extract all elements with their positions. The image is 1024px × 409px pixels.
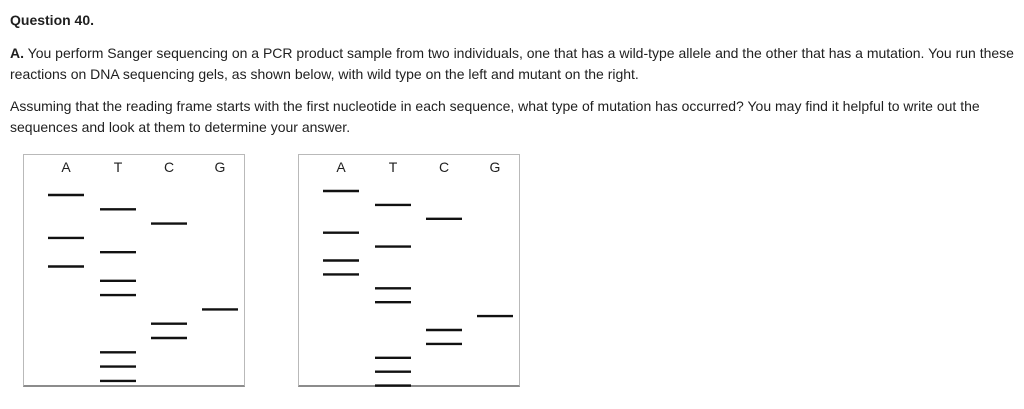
question-paragraph-a bbox=[10, 43, 1015, 85]
gel-mutant-svg bbox=[299, 155, 521, 388]
lane-label-g: G bbox=[489, 159, 501, 175]
paragraph-a-text: You perform Sanger sequencing on a PCR product sample from two individuals, one that has a wild-type allele and the other that has a mutation. You run these reactions on DNA sequencing gels, as shown below, with wild type on the left and mutant on the right. bbox=[10, 45, 1014, 82]
lane-label-t: T bbox=[113, 159, 123, 175]
lane-label-a: A bbox=[61, 159, 71, 175]
part-label: A. bbox=[10, 45, 24, 61]
lane-label-c: C bbox=[438, 159, 450, 175]
lane-label-a: A bbox=[336, 159, 346, 175]
gel-wild-type-svg bbox=[24, 155, 246, 388]
gel-mutant bbox=[298, 154, 520, 387]
lane-label-g: G bbox=[214, 159, 226, 175]
question-title: Question 40. bbox=[10, 12, 95, 28]
lane-label-c: C bbox=[163, 159, 175, 175]
lane-label-t: T bbox=[388, 159, 398, 175]
question-paragraph-b: Assuming that the reading frame starts with the first nucleotide in each sequence, what type of mutation has occurred? You may find it helpful to write out the sequences and look at them to determine your answer. bbox=[10, 98, 980, 135]
gel-wild-type bbox=[23, 154, 245, 387]
